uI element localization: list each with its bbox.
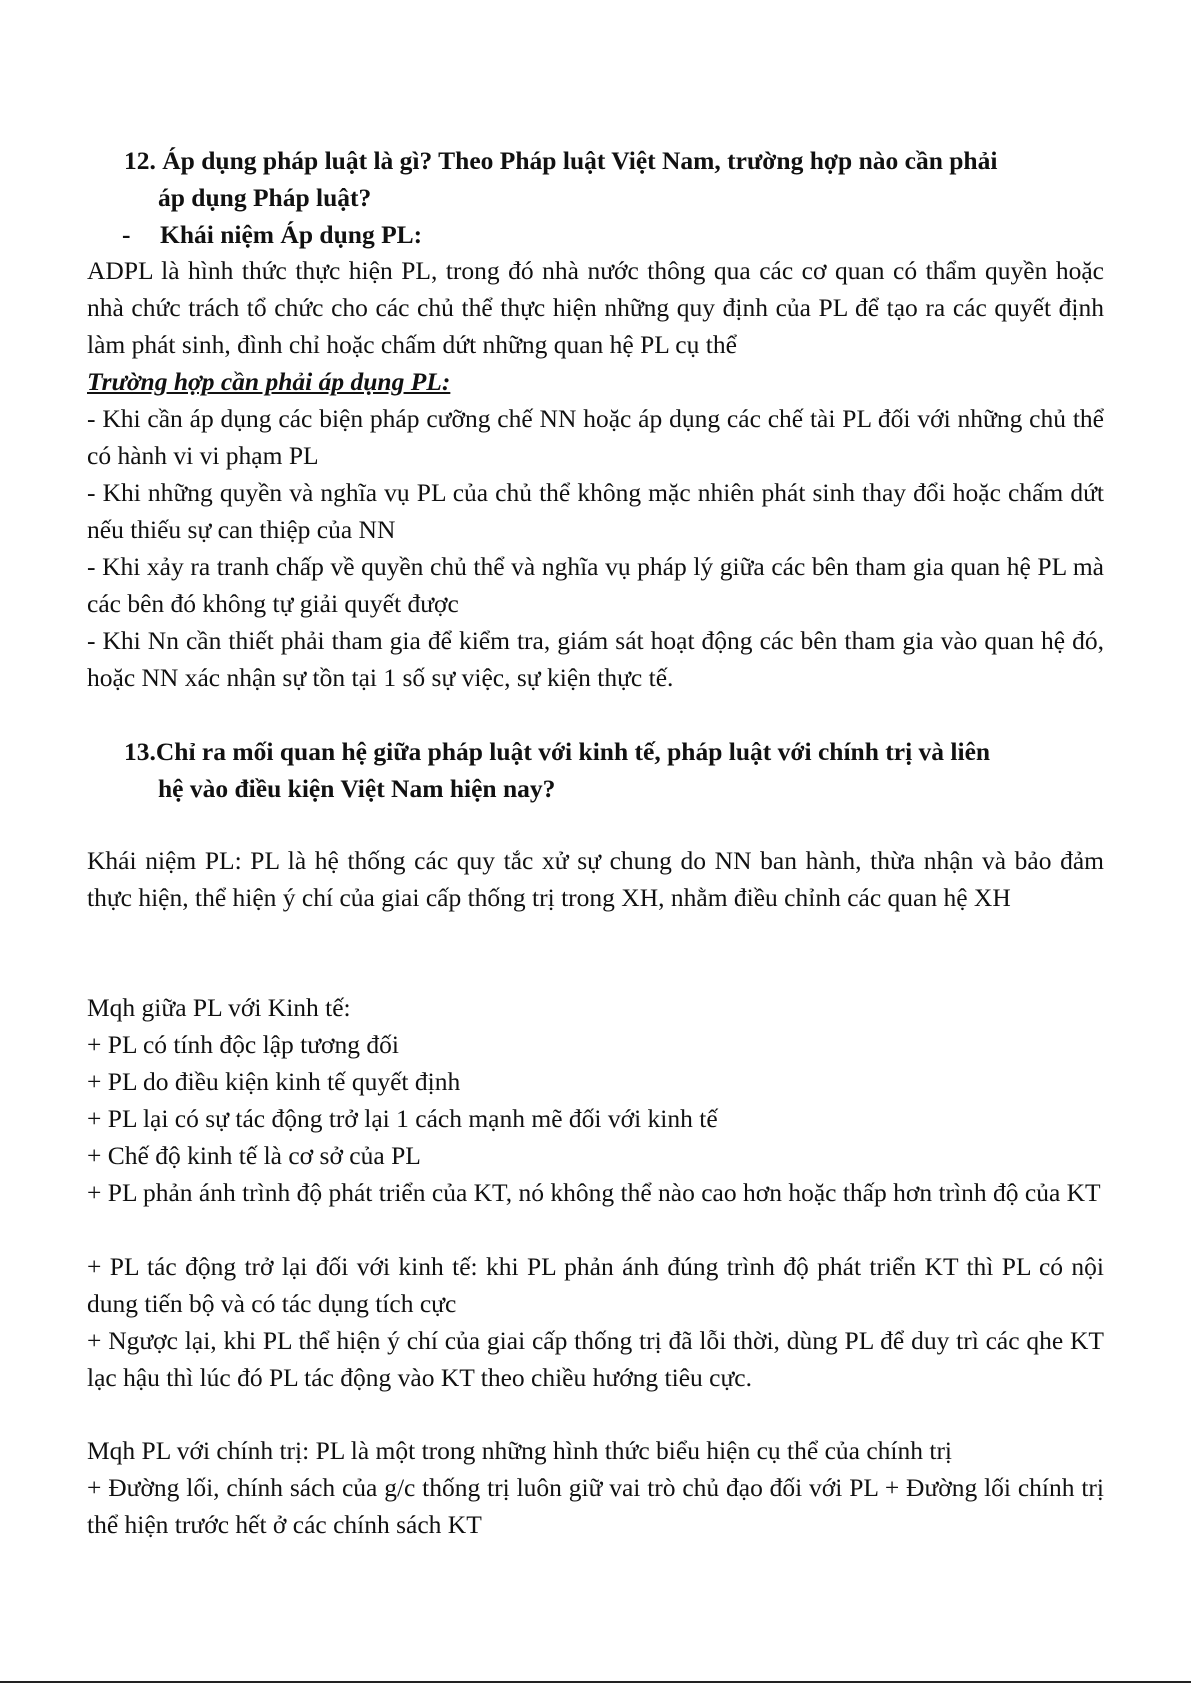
economy-point-4: + Chế độ kinh tế là cơ sở của PL [87,1141,421,1170]
concept-heading-text: Khái niệm Áp dụng PL: [160,220,423,249]
case-item-4: - Khi Nn cần thiết phải tham gia để kiểm tra, giám sát hoạt động các bên tham gia vào quan hệ đó, hoặc NN xác nhận sự tồn tại 1 số sự việc, sự kiện thực tế. [87,626,1104,692]
question-12-title-line2: áp dụng Pháp luật? [158,183,372,212]
question-13-title-line2: hệ vào điều kiện Việt Nam hiện nay? [158,774,556,803]
question-12-number: 12. [124,146,156,175]
economy-point-1: + PL có tính độc lập tương đối [87,1030,400,1059]
case-item-3: - Khi xảy ra tranh chấp về quyền chủ thể và nghĩa vụ pháp lý giữa các bên tham gia quan hệ PL mà các bên đó không tự giải quyết được [87,552,1104,618]
question-13-title [124,733,1104,807]
question-13-title-line1: 13.Chỉ ra mối quan hệ giữa pháp luật với kinh tế, pháp luật với chính trị và liên [124,737,991,766]
concept-paragraph: ADPL là hình thức thực hiện PL, trong đó nhà nước thông qua các cơ quan có thẩm quyền hoặc nhà chức trách tổ chức cho các chủ thể thực hiện những quy định của PL để tạo ra các quyết định làm phát sinh, đình chỉ hoặc chấm dứt những quan hệ PL cụ thể [87,256,1104,359]
politics-heading: Mqh PL với chính trị: PL là một trong những hình thức biểu hiện cụ thể của chính trị [87,1436,953,1465]
concept-dash: - [122,220,131,249]
case-item-1: - Khi cần áp dụng các biện pháp cưỡng chế NN hoặc áp dụng các chế tài PL đối với những chủ thể có hành vi vi phạm PL [87,404,1104,470]
question-12-title [124,142,1104,216]
question-12-title-line1: Áp dụng pháp luật là gì? Theo Pháp luật Việt Nam, trường hợp nào cần phải [162,146,998,175]
economy-point-5: + PL phản ánh trình độ phát triển của KT, nó không thể nào cao hơn hoặc thấp hơn trình độ của KT [87,1178,1101,1207]
concept-heading [122,216,422,253]
economy-point-2: + PL do điều kiện kinh tế quyết định [87,1067,461,1096]
case-item-2: - Khi những quyền và nghĩa vụ PL của chủ thể không mặc nhiên phát sinh thay đổi hoặc chấm dứt nếu thiếu sự can thiệp của NN [87,478,1104,544]
cases-heading: Trường hợp cần phải áp dụng PL: [87,367,451,396]
politics-point-1: + Đường lối, chính sách của g/c thống trị luôn giữ vai trò chủ đạo đối với PL + Đường lối chính trị thể hiện trước hết ở các chính sách KT [87,1473,1104,1539]
economy-heading: Mqh giữa PL với Kinh tế: [87,993,351,1022]
law-concept-paragraph: Khái niệm PL: PL là hệ thống các quy tắc xử sự chung do NN ban hành, thừa nhận và bảo đảm thực hiện, thể hiện ý chí của giai cấp thống trị trong XH, nhằm điều chỉnh các quan hệ XH [87,846,1104,912]
economy-point-6: + PL tác động trở lại đối với kinh tế: khi PL phản ánh đúng trình độ phát triển KT thì PL có nội dung tiến bộ và có tác dụng tích cực [87,1252,1104,1318]
economy-point-7: + Ngược lại, khi PL thể hiện ý chí của giai cấp thống trị đã lỗi thời, dùng PL để duy trì các qhe KT lạc hậu thì lúc đó PL tác động vào KT theo chiều hướng tiêu cực. [87,1326,1104,1392]
economy-point-3: + PL lại có sự tác động trở lại 1 cách mạnh mẽ đối với kinh tế [87,1104,718,1133]
footer-rule [0,1681,1191,1683]
